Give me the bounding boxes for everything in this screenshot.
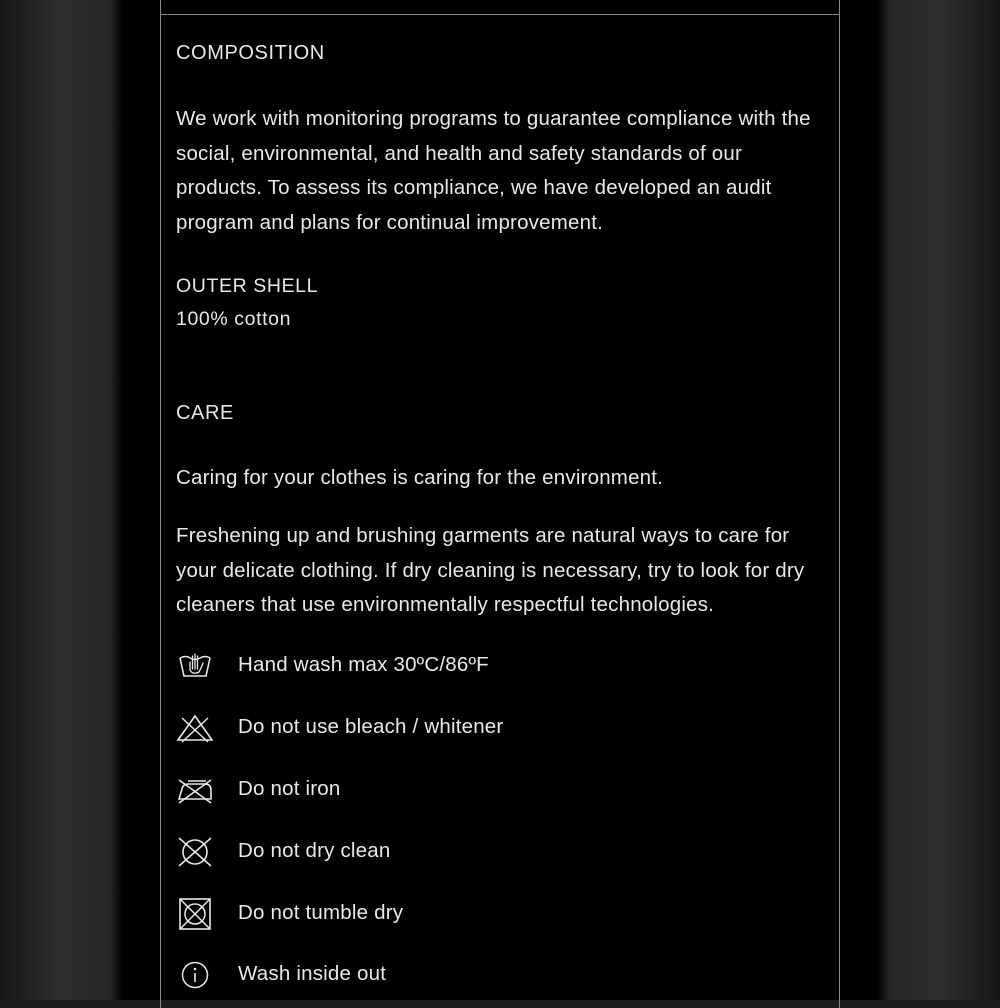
care-heading: CARE <box>176 402 234 424</box>
care-instruction-hand-wash <box>176 648 832 684</box>
panel-divider <box>160 14 840 15</box>
care-instruction-no-iron <box>176 772 832 808</box>
care-instruction-text: Do not tumble dry <box>238 901 404 924</box>
care-instruction-text: Do not dry clean <box>238 839 391 862</box>
care-instruction-no-bleach <box>176 710 832 746</box>
no-bleach-icon <box>176 710 214 746</box>
care-instruction-wash-inside-out <box>176 957 832 993</box>
care-intro: Caring for your clothes is caring for the environment. <box>176 466 664 489</box>
outer-shell-value: 100% cotton <box>176 308 292 330</box>
care-description: Freshening up and brushing garments are natural ways to care for your delicate clothing. If dry cleaning is necessary, try to look for dry cleaners that use environmentally respectful technologies. <box>176 524 805 617</box>
care-instruction-text: Do not use bleach / whitener <box>238 715 504 738</box>
composition-heading: COMPOSITION <box>176 42 325 64</box>
composition-description: We work with monitoring programs to guarantee compliance with the social, environmental, and health and safety standards of our products. To assess its compliance, we have developed an audit program and plans for continual improvement. <box>176 107 811 234</box>
no-iron-icon <box>176 772 214 808</box>
care-instruction-no-dry-clean <box>176 834 832 870</box>
no-dry-clean-icon <box>176 834 214 870</box>
care-instruction-text: Wash inside out <box>238 962 387 985</box>
care-instruction-text: Do not iron <box>238 777 341 800</box>
outer-shell-label: OUTER SHELL <box>176 275 319 297</box>
care-instruction-no-tumble-dry <box>176 896 832 932</box>
hand-wash-icon <box>176 648 214 684</box>
care-instruction-text: Hand wash max 30ºC/86ºF <box>238 653 489 676</box>
no-tumble-dry-icon <box>176 896 214 932</box>
info-icon <box>176 957 214 993</box>
